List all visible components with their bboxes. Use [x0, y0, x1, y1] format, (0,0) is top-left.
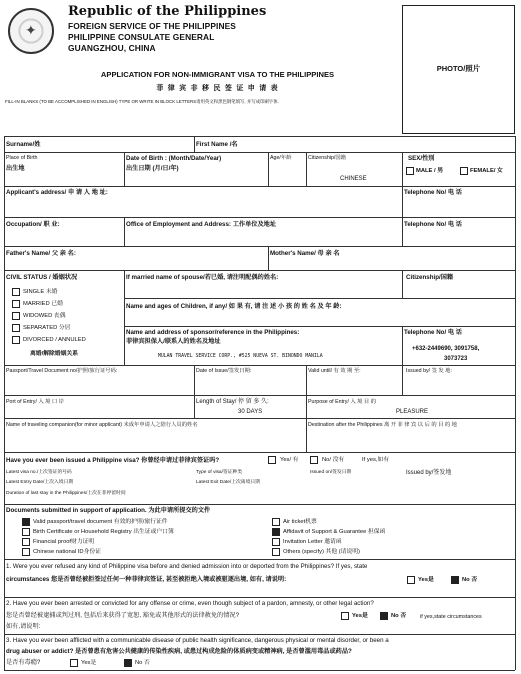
prior-visa-question: Have you ever been issued a Philippine visa? 你曾经申请过菲律宾签证吗?	[6, 457, 220, 464]
q3-yes-label: Yes是	[81, 660, 97, 666]
prior-visa-no-label: No/ 没有	[322, 457, 345, 463]
fill-in-instructions: FILL-IN BLANKS (TO BE ACCOMPLISHED IN ENGLISH) TYPE OR WRITE IN BLOCK LETTERS请用英文和黑色钢笔填写, 并写成印刷字体.	[5, 99, 279, 104]
divorced-label: DIVORCED / ANNULED	[23, 337, 86, 343]
employment-label: Office of Employment and Address: 工作单位及地址	[126, 221, 277, 228]
col-line	[402, 326, 403, 365]
q1-no-label: No 否	[462, 577, 478, 583]
right-doc-label: Others (specify) 其他 (请说明)	[283, 549, 360, 555]
address-label: Applicant's address/ 申 请 人 地 址:	[6, 189, 108, 196]
children-label: Name and ages of Children, if any/ 如 果 有, 请 注 述 小 孩 的 姓 名 及 年 龄:	[126, 303, 342, 310]
passport-label: Passport/Travel Document no/护照/旅行证号码:	[6, 368, 118, 374]
single-checkbox[interactable]	[12, 288, 20, 296]
valid-until-label: Valid until/ 有 效 期 至:	[308, 368, 361, 374]
widowed-label: WIDOWED 丧偶	[23, 313, 66, 319]
left-doc-label: Birth Certificate or Household Registry 出生证或户口簿	[33, 529, 174, 535]
right-doc-checkbox[interactable]	[272, 538, 280, 546]
col-line	[306, 152, 307, 186]
row-line	[4, 217, 515, 218]
row-line	[4, 670, 515, 671]
telephone-label: Telephone No/ 电 话	[404, 189, 462, 196]
col-line	[194, 365, 195, 395]
col-line	[268, 152, 269, 186]
left-doc-checkbox[interactable]	[22, 548, 30, 556]
question-3-line-2: drug abuser or addict? 是否曾患有危害公共健康的传染性疾病, 或患过构成危险的体质病变或精神病, 是否曾滥用毒品或药品?	[6, 648, 352, 655]
right-doc-label: Air ticket机票	[283, 519, 317, 525]
sponsor-telephone-label: Telephone No/ 电 话	[404, 329, 462, 336]
question-2-line-1: 2. Have you ever been arrested or convicted for any offense or crime, even though subject of a pardon, amnesty, or other legal action?	[6, 600, 374, 607]
male-label: MALE / 男	[416, 168, 444, 174]
q2-no-checkbox[interactable]	[380, 612, 388, 620]
col-line	[306, 418, 307, 452]
col-line	[124, 217, 125, 246]
col-line	[124, 270, 125, 365]
republic-title: Republic of the Philippines	[68, 4, 267, 19]
age-label: Age/年龄	[270, 155, 292, 161]
right-doc-checkbox[interactable]	[272, 518, 280, 526]
dob-cn: 出生日期 (月/日/年)	[126, 165, 179, 172]
right-doc-checkbox[interactable]	[272, 528, 280, 536]
widowed-checkbox[interactable]	[12, 312, 20, 320]
single-label: SINGLE 未婚	[23, 289, 58, 295]
row-line	[4, 452, 515, 453]
row-line	[4, 395, 515, 396]
q2-no-label: No 否	[391, 613, 407, 619]
occupation-label: Occupation/ 职 业:	[6, 221, 60, 228]
documents-title: Documents submitted in support of application. 为此申请所提交的文件	[6, 507, 211, 514]
first-name-label: First Name /名	[196, 141, 238, 148]
row-line	[4, 597, 515, 598]
divorced-checkbox[interactable]	[12, 336, 20, 344]
right-doc-label: Affidavit of Support & Guarantee 担保函	[283, 529, 386, 535]
type-visa-label: Type of visa/签证种类	[196, 470, 243, 475]
left-doc-checkbox[interactable]	[22, 538, 30, 546]
row-line	[4, 186, 515, 187]
surname-label: Surname/姓	[6, 141, 41, 148]
col-line	[402, 365, 403, 395]
consulate-seal-icon: ✦	[8, 8, 54, 54]
sponsor-label: Name and address of sponsor/reference in the Philippines:	[126, 329, 300, 336]
mother-label: Mother's Name/ 母 亲 名	[270, 250, 340, 257]
col-line	[402, 217, 403, 246]
citizenship-label: Citizenship/国籍	[308, 155, 346, 161]
q3-no-label: No 否	[135, 660, 150, 666]
col-line	[194, 395, 195, 418]
col-line	[515, 136, 516, 670]
col-line	[306, 395, 307, 418]
q3-no-checkbox[interactable]	[124, 659, 132, 667]
sponsor-cn-label: 菲律宾担保人/联系人的姓名及地址	[126, 338, 221, 345]
row-line	[4, 152, 515, 153]
date-issue-label: Date of Issue/签发日期:	[196, 368, 252, 374]
purpose-value: PLEASURE	[396, 409, 429, 415]
q1-no-checkbox[interactable]	[451, 576, 459, 584]
sponsor-telephone-value-1: +632-2449690, 3091758,	[412, 346, 480, 352]
civil-status-label: CIVIL STATUS / 婚姻状况	[6, 274, 78, 281]
question-2-line-2: 您是否曾经被逮捕或判过刑, 包括后来获得了宽恕, 豁免或其他形式的法律赦免的情况?	[6, 612, 240, 619]
row-line	[4, 559, 515, 560]
col-line	[124, 152, 125, 186]
col-line	[268, 246, 269, 270]
question-3-line-3: 是否有毒瘾?	[6, 659, 41, 666]
issued-on-label: Issued on/签发日期	[310, 470, 352, 475]
place-of-birth-label: Place of Birth	[6, 155, 38, 161]
row-line	[4, 418, 515, 419]
purpose-label: Purpose of Entry/ 入 境 目 的	[308, 399, 376, 405]
female-checkbox[interactable]	[460, 167, 468, 175]
q2-yes-checkbox[interactable]	[341, 612, 349, 620]
form-title-cn: 菲 律 宾 非 移 民 签 证 申 请 表	[156, 84, 279, 92]
left-doc-label: Financial proof财力证明	[33, 539, 95, 545]
married-checkbox[interactable]	[12, 300, 20, 308]
q1-yes-label: Yes是	[418, 577, 434, 583]
length-stay-value: 30 DAYS	[238, 409, 263, 415]
photo-label: PHOTO/照片	[436, 64, 481, 74]
prior-visa-yes-checkbox[interactable]	[268, 456, 276, 464]
father-label: Father's Name/ 父 亲 名:	[6, 250, 76, 257]
right-doc-checkbox[interactable]	[272, 548, 280, 556]
form-title: APPLICATION FOR NON-IMMIGRANT VISA TO THE PHILIPPINES	[100, 70, 335, 79]
right-doc-label: Invitation Letter 邀请函	[283, 539, 342, 545]
place-of-birth-cn: 出生地	[6, 165, 25, 172]
question-2-line-3: 如有,请说明:	[6, 623, 41, 630]
header-line-2: PHILIPPINE CONSULATE GENERAL	[68, 32, 215, 42]
telephone-2-label: Telephone No/ 电 话	[404, 221, 462, 228]
left-doc-checkbox[interactable]	[22, 518, 30, 526]
col-line	[402, 186, 403, 217]
female-label: FEMALE/ 女	[470, 168, 503, 174]
spouse-label: If married name of spouse/若已婚, 请注明配偶的姓名:	[126, 274, 279, 281]
companion-label: Name of traveling companion(for minor applicant) 未成年申请人之陪行人员的姓名	[6, 422, 198, 428]
exit-date-label: Latest Exit Date/上次离境日期	[196, 480, 260, 485]
photo-box[interactable]	[402, 5, 515, 134]
col-line	[194, 136, 195, 152]
row-line	[4, 365, 515, 366]
entry-date-label: Latest Entry Date/上次入境日期	[6, 480, 74, 485]
q2-yes-label: Yes是	[352, 613, 368, 619]
row-line	[4, 270, 515, 271]
dob-label: Date of Birth : (Month/Date/Year)	[126, 155, 222, 162]
left-doc-label: Chinese national ID身份证	[33, 549, 101, 555]
row-line	[4, 246, 515, 247]
prior-visa-if-yes: If yes,如有	[362, 457, 390, 463]
header-line-1: FOREIGN SERVICE OF THE PHILIPPINES	[68, 21, 236, 31]
latest-visa-label: Latest visa no./上次签证的号码	[6, 470, 72, 475]
row-line	[124, 298, 515, 299]
prior-visa-yes-label: Yes/ 有	[280, 457, 299, 463]
q2-state-label: if yes,state circumstances	[420, 614, 482, 620]
destination-label: Destination after the Philippines 离 开 菲 律 宾 以 后 的 目 的 地	[308, 422, 457, 428]
length-stay-label: Length of Stay/ 停 留 多 久:	[196, 399, 269, 405]
sex-label: SEX/性别	[408, 155, 435, 162]
header-line-3: GUANGZHOU, CHINA	[68, 43, 156, 53]
question-3-line-1: 3. Have you ever been afflicted with a communicable disease of public health significance, dangerous physical or mental disorder, or been a	[6, 637, 389, 644]
spouse-citizenship-label: Citizenship/国籍	[406, 274, 454, 281]
col-line	[402, 152, 403, 186]
married-label: MARRIED 已婚	[23, 301, 63, 307]
question-1-line-1: 1. Were you ever refused any kind of Philippine visa before and denied admission into or deported from the Philippines? If yes, state	[6, 563, 368, 570]
separated-checkbox[interactable]	[12, 324, 20, 332]
sponsor-value: MULAN TRAVEL SERVICE CORP., #525 NUEVA ST. BINONDO MANILA	[158, 354, 323, 359]
col-line	[4, 136, 5, 670]
prior-visa-no-checkbox[interactable]	[310, 456, 318, 464]
col-line	[402, 270, 403, 298]
row-line	[4, 504, 515, 505]
prior-issued-by-label: Issued by/签发地	[406, 470, 452, 476]
left-doc-label: Valid passport/travel document 有效的护照/旅行证件	[33, 519, 168, 525]
row-line	[124, 326, 515, 327]
issued-by-label: Issued by/ 签 发 地:	[406, 368, 452, 374]
row-line	[4, 136, 515, 137]
male-checkbox[interactable]	[406, 167, 414, 175]
duration-label: Duration of last stay in the Philippines/上次在菲停留时间	[6, 491, 126, 496]
col-line	[306, 365, 307, 395]
sponsor-telephone-value-2: 3073723	[444, 356, 468, 362]
left-doc-checkbox[interactable]	[22, 528, 30, 536]
q3-yes-checkbox[interactable]	[70, 659, 78, 667]
row-line	[4, 634, 515, 635]
divorced-cn-label: 离婚/解除婚姻关系	[30, 351, 78, 357]
separated-label: SEPARATED 分居	[23, 325, 71, 331]
q1-yes-checkbox[interactable]	[407, 576, 415, 584]
citizenship-value: CHINESE	[340, 176, 367, 182]
question-1-line-2: circumstances 您是否曾经被拒签过任何一种菲律宾签证, 甚至被拒绝入境或被驱逐出境, 如有, 请说明:	[6, 576, 287, 583]
port-entry-label: Port of Entry/ 入 境 口 岸	[6, 399, 64, 405]
